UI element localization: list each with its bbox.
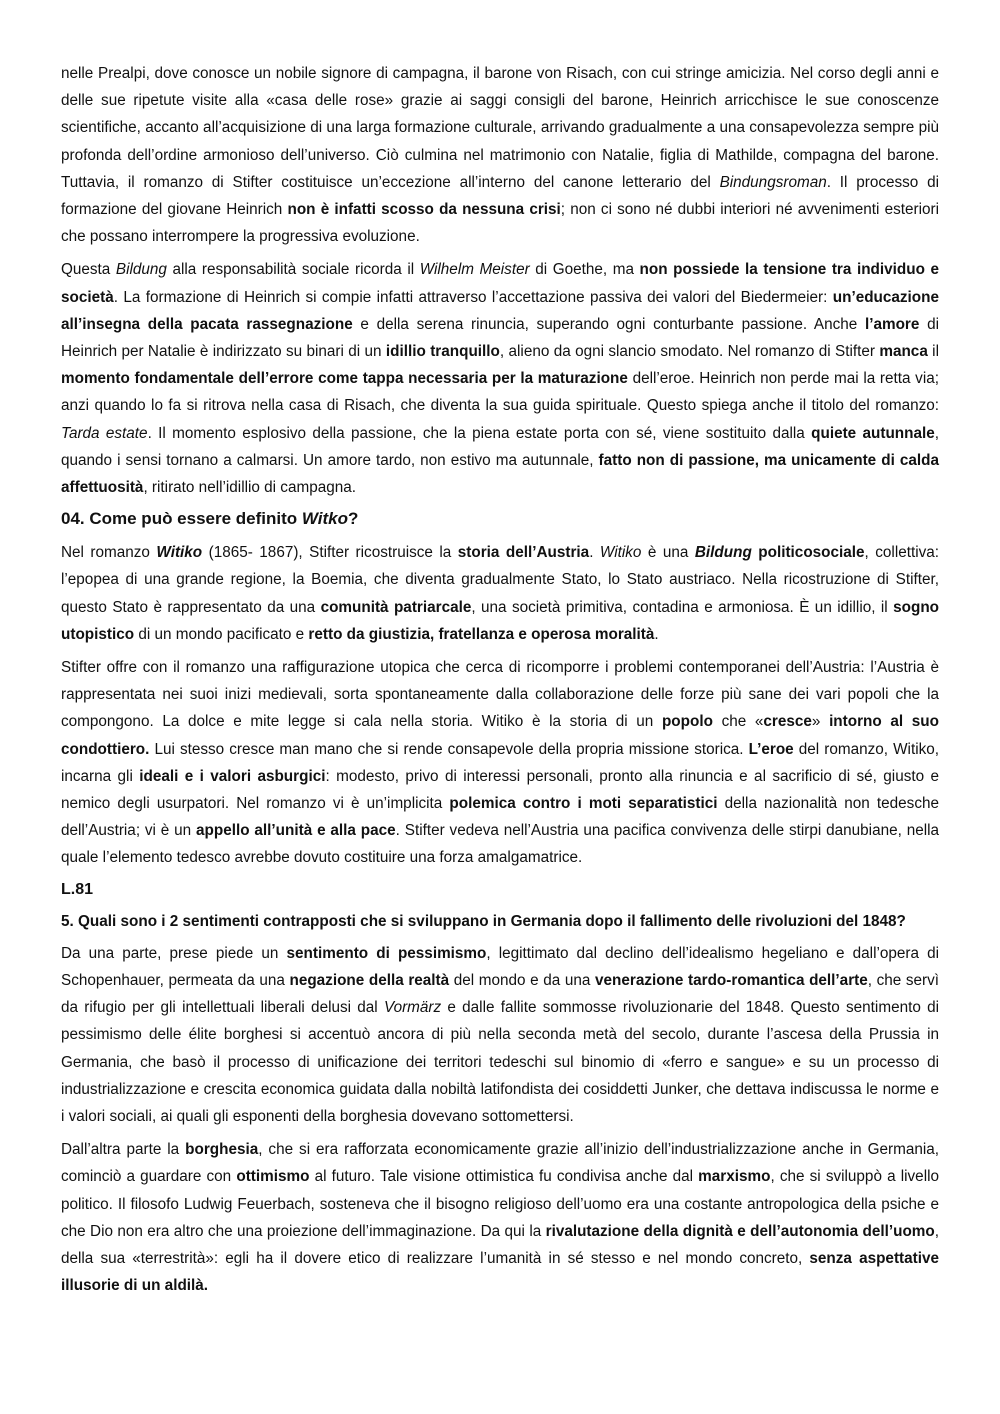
section-heading-04 — [61, 507, 939, 531]
text: di Heinrich per Natalie è indirizzato su binari di un — [61, 315, 939, 361]
heading-italic-text: Witko — [301, 509, 349, 529]
bold-text: idillio tranquillo — [385, 343, 500, 361]
text: Nel romanzo — [61, 544, 157, 562]
text: , quando i sensi tornano a calmarsi. Un amore tardo, non estivo ma autunnale, — [61, 424, 940, 469]
italic-text: Tarda estate — [61, 424, 148, 442]
text: , che si era rafforzata economicamente grazie all’inizio dell’industrializzazione anche in Germania, cominciò a guardare con — [61, 1141, 939, 1186]
text: alla responsabilità sociale ricorda il — [166, 261, 420, 279]
text: . Il momento esplosivo della passione, che la piena estate porta con sé, viene sostituito dalla — [147, 424, 812, 442]
bold-text: fatto non di passione, ma unicamente di calda affettuosità — [61, 451, 939, 497]
text: . La formazione di Heinrich si compie infatti attraverso l’accettazione passiva dei valori del Biedermeier: — [113, 288, 833, 306]
bold-text: non è infatti scosso da nessuna crisi — [287, 201, 561, 219]
bold-text: momento fondamentale dell’errore come tappa necessaria per la maturazione — [61, 370, 628, 388]
bold-text: quiete autunnale — [811, 424, 935, 442]
text: è una — [641, 544, 695, 562]
bold-text: L’eroe — [748, 740, 794, 758]
text: Lui stesso cresce man mano che si rende consapevole della propria missione storica. — [149, 740, 749, 758]
paragraph-heinrich-formation — [61, 60, 939, 250]
text: e della serena rinuncia, superando ogni conturbante passione. Anche — [352, 315, 865, 333]
bold-text: borghesia — [185, 1141, 259, 1159]
bold-text: rivalutazione della dignità e dell’autonomia dell’uomo — [545, 1222, 935, 1240]
text: dell’eroe. Heinrich non perde mai la retta via; anzi quando lo fa si ritrova nella casa di Risach, che diventa la sua guida spirituale. Questo spiega anche il titolo del romanzo: — [61, 370, 939, 415]
text: . Stifter vedeva nell’Austria una pacifica convivenza delle stirpi danubiane, nella quale l’elemento tedesco avrebbe dovuto costituire una forza amalgamatrice. — [61, 822, 940, 867]
paragraph-pessimism — [61, 940, 939, 1130]
text: , legittimato dal declino dell’idealismo hegeliano e dall’opera di Schopenhauer, permeata da una — [61, 944, 940, 989]
text: , della sua «terrestrità»: egli ha il dovere etico di realizzare l’umanità in sé stesso e nel mondo concreto, — [61, 1222, 939, 1267]
bold-text: ideali e i valori asburgici — [139, 767, 326, 785]
text: e dalle fallite sommosse rivoluzionarie del 1848. Questo sentimento di pessimismo delle élite borghesi si accentuò ancora di più nella seconda metà del secolo, durante l’ascesa della Prussia in Germania, che basò il processo di unificazione dei territori tedeschi sul binomio di «ferro e sangue» e su un processo di industrializzazione e crescita economica guidata dalla nobiltà latifondista dei cosiddetti Junker, che dettava indiscussa le norme e i valori sociali, ai quali gli esponenti della borghesia dovevano sottomettersi. — [61, 999, 939, 1125]
paragraph-witiko-novel — [61, 539, 939, 648]
bold-text: ottimismo — [236, 1168, 310, 1186]
bold-text: comunità patriarcale — [320, 598, 472, 616]
italic-text: Vormärz — [383, 999, 442, 1017]
italic-text: Wilhelm Meister — [419, 261, 530, 279]
bold-text: cresce — [763, 713, 812, 731]
text: , ritirato nell’idillio di campagna. — [143, 479, 356, 497]
bold-text: popolo — [661, 713, 713, 731]
text: ; non ci sono né dubbi interiori né avvenimenti esteriori che possano interrompere la progressiva evoluzione. — [61, 201, 939, 246]
document-page — [61, 60, 939, 1305]
text: il — [927, 343, 939, 361]
bold-text: marxismo — [698, 1168, 771, 1186]
bold-text: l’amore — [864, 315, 920, 333]
text: della nazionalità non tedesche dell’Austria; vi è un — [61, 795, 939, 840]
text: nelle Prealpi, dove conosce un nobile signore di campagna, il barone von Risach, con cui stringe amicizia. Nel corso degli anni e delle sue ripetute visite alla «casa delle rose» grazie ai saggi consigli del barone, Heinrich arricchisce le sue conoscenze scientifiche, accanto all’acquisizione di una larga formazione culturale, arrivando gradualmente a una consapevolezza sempre più profonda dell’ordine armonioso dell’universo. Ciò culmina nel matrimonio con Natalie, figlia di Mathilde, compagna del barone. Tuttavia, il romanzo di Stifter costituisce un’eccezione all’interno del canone letterario del — [61, 65, 939, 191]
text: Questa — [61, 261, 116, 279]
text: Dall’altra parte la — [61, 1141, 186, 1159]
text: (1865- 1867), Stifter ricostruisce la — [202, 544, 458, 562]
text: al futuro. Tale visione ottimistica fu condivisa anche dal — [309, 1168, 699, 1186]
bold-text: intorno al suo condottiero. — [61, 713, 939, 758]
text: . Il processo di formazione del giovane Heinrich — [61, 173, 939, 219]
text: del romanzo, Witiko, incarna gli — [61, 740, 939, 785]
bold-text: manca — [879, 343, 928, 361]
text: » — [811, 713, 830, 731]
text: Stifter offre con il romanzo una raffigurazione utopica che cerca di ricomporre i problemi contemporanei dell’Austria: l’Austria è rappresentata nei suoi inizi medievali, sorta spontaneamente dalla collaborazione delle forze più sane dei vari popoli che la compongono. La dolce e mite legge si cala nella storia. Witiko è la storia di un — [61, 659, 939, 731]
bold-text: politicosociale — [751, 544, 865, 562]
text: del mondo e da una — [449, 971, 596, 989]
text: di un mondo pacificato e — [134, 625, 309, 643]
italic-text: Witiko — [599, 544, 642, 562]
question-heading-5: 5. Quali sono i 2 sentimenti contrapposti che si sviluppano in Germania dopo il fallimento delle rivoluzioni del 1848? — [61, 912, 906, 930]
text: , che si sviluppò a livello politico. Il filosofo Ludwig Feuerbach, sosteneva che il bisogno religioso dell’uomo era una costante antropologica della psiche e che Dio non era altro che una proiezione dell’immaginazione. Da qui la — [61, 1168, 939, 1240]
bold-text: retto da giustizia, fratellanza e operosa moralità — [308, 625, 655, 643]
text: , che servì da rifugio per gli intellettuali liberali delusi dal — [61, 971, 940, 1017]
paragraph-utopian-austria — [61, 654, 939, 872]
bold-text: non possiede la tensione tra individuo e società — [61, 261, 939, 306]
text: Da una parte, prese piede un — [61, 944, 287, 962]
bold-text: sentimento di pessimismo — [286, 944, 487, 962]
bold-text: polemica contro i moti separatistici — [449, 795, 718, 813]
text: , una società primitiva, contadina e armoniosa. È un idillio, il — [471, 598, 894, 616]
bold-text: sogno utopistico — [61, 598, 940, 643]
heading-text: 04. Come può essere definito — [61, 509, 302, 529]
text: . — [654, 625, 659, 643]
bold-italic-text: Bildung — [694, 544, 752, 562]
bold-text: negazione della realtà — [289, 971, 450, 989]
paragraph-bildung-responsibility — [61, 256, 939, 501]
bold-text: venerazione tardo-romantica dell’arte — [595, 971, 868, 989]
text: , collettiva: l’epopea di una grande regione, la Boemia, che diventa gradualmente Stato, lo Stato austriaco. Nella ricostruzione di Stifter, questo Stato è rappresentato da una — [61, 544, 940, 616]
paragraph-optimism — [61, 1136, 939, 1299]
text: di Goethe, ma — [529, 261, 640, 279]
text: . — [589, 544, 600, 562]
italic-text: Bildung — [115, 261, 167, 279]
text: : modesto, privo di interessi personali, pronto alla rinuncia e al sacrificio di sé, giusto e nemico degli usurpatori. Nel romanzo vi è un’implicita — [61, 767, 940, 813]
bold-text: storia dell’Austria — [457, 544, 590, 562]
bold-text: appello all’unità e alla pace — [196, 822, 396, 840]
bold-text: senza aspettative illusorie di un aldilà. — [61, 1249, 939, 1295]
bold-text: un’educazione all’insegna della pacata rassegnazione — [61, 288, 939, 333]
italic-text: Bindungsroman — [719, 173, 827, 191]
lesson-heading: L.81 — [61, 880, 94, 898]
bold-italic-text: Witiko — [156, 544, 203, 562]
text: , alieno da ogni slancio smodato. Nel romanzo di Stifter — [499, 343, 880, 361]
text: che « — [712, 713, 764, 731]
heading-text: ? — [348, 509, 359, 529]
